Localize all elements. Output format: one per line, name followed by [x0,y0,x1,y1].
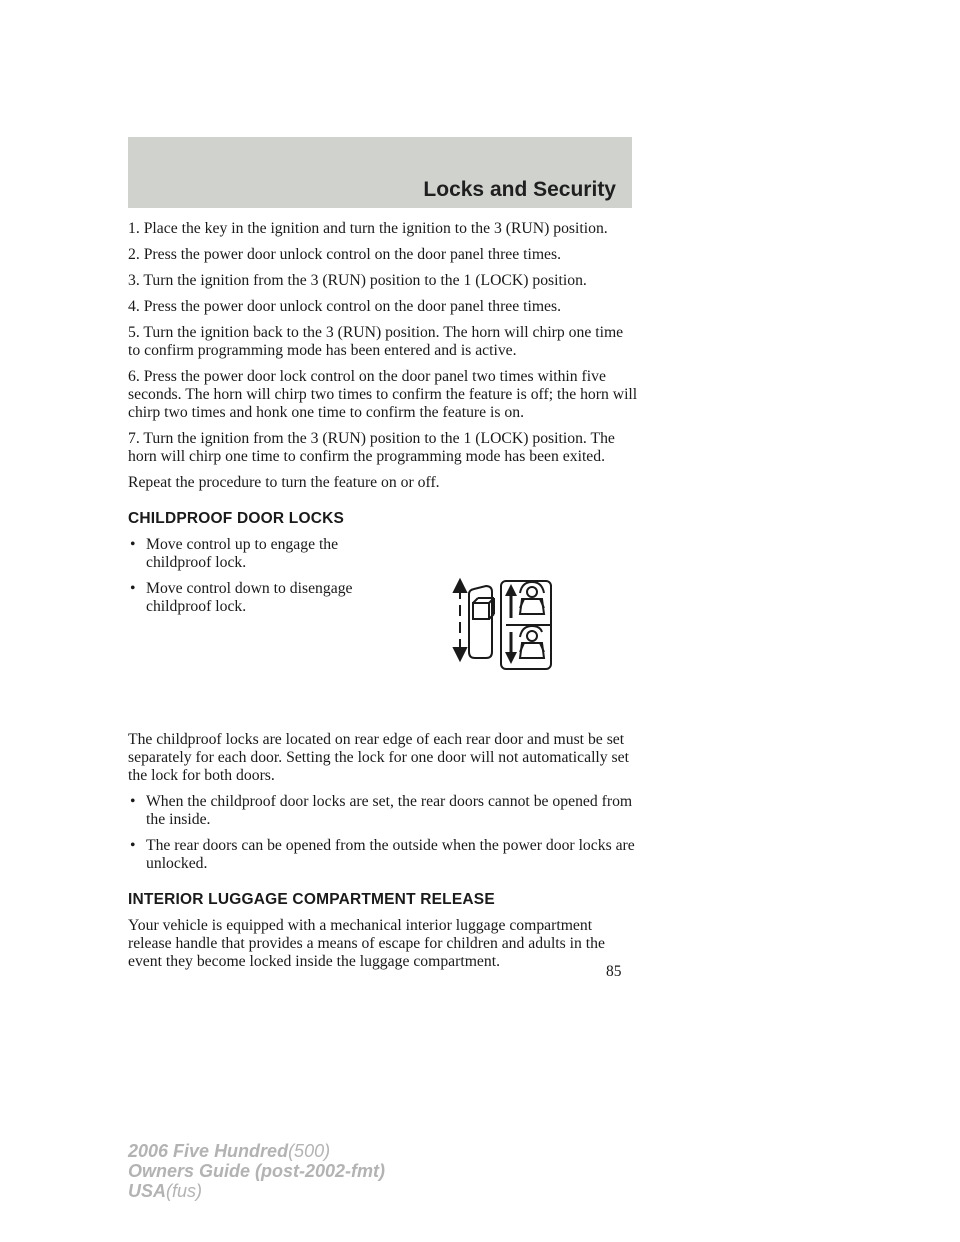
luggage-heading: INTERIOR LUGGAGE COMPARTMENT RELEASE [128,891,495,908]
step-2: 2. Press the power door unlock control on the door panel three times. [128,246,562,263]
footer-model: 2006 Five Hundred [128,1141,289,1161]
bullet-text: Move control down to disengage childproof lock. [146,580,353,615]
footer-market: USA [128,1181,167,1201]
list-item [128,536,396,572]
step-1: 1. Place the key in the ignition and turn the ignition to the 3 (RUN) position. [128,220,608,237]
bullet-text: The rear doors can be opened from the outside when the power door locks are unlocked. [146,837,635,872]
footer-guide: Owners Guide (post-2002-fmt) [128,1161,386,1181]
list-item [128,793,638,829]
bullet-text: Move control up to engage the childproof lock. [146,536,339,571]
repeat-note: Repeat the procedure to turn the feature on or off. [128,474,440,491]
childproof-heading: CHILDPROOF DOOR LOCKS [128,510,345,527]
step-5: 5. Turn the ignition back to the 3 (RUN) position. The horn will chirp one time to confirm programming mode has been entered and is active. [128,324,624,359]
bullet-text: When the childproof door locks are set, the rear doors cannot be opened from the inside. [146,793,633,828]
page-content [128,220,638,979]
header-band [128,137,632,208]
bullet-glyph: • [130,793,136,810]
childproof-description: The childproof locks are located on rear edge of each rear door and must be set separately for each door. Setting the lock for one door will not automatically set the lock for both doors. [128,731,629,784]
footer-model-code: (500) [288,1141,331,1161]
bullet-glyph: • [130,837,136,854]
childproof-notes [128,793,638,873]
step-7: 7. Turn the ignition from the 3 (RUN) position to the 1 (LOCK) position. The horn will chirp one time to confirm the programming mode has been exited. [128,430,615,465]
step-6: 6. Press the power door lock control on the door panel two times within five seconds. The horn will chirp two times to confirm the feature is off; the horn will chirp two times and honk one time to confirm the feature is on. [128,368,638,421]
step-4: 4. Press the power door unlock control on the door panel three times. [128,298,562,315]
childproof-bullets [128,536,396,624]
list-item [128,837,638,873]
bullet-glyph: • [130,536,136,553]
childproof-lock-illustration [450,576,590,676]
footer [128,1141,385,1201]
step-3: 3. Turn the ignition from the 3 (RUN) position to the 1 (LOCK) position. [128,272,587,289]
bullet-glyph: • [130,580,136,597]
page-number: 85 [606,963,622,980]
list-item [128,580,396,616]
section-title: Locks and Security [423,178,616,201]
footer-market-code: (fus) [166,1181,203,1201]
childproof-figure-area [128,536,638,731]
luggage-text: Your vehicle is equipped with a mechanical interior luggage compartment release handle that provides a means of escape for children and adults in the event they become locked inside the luggage compartment. [128,917,605,970]
